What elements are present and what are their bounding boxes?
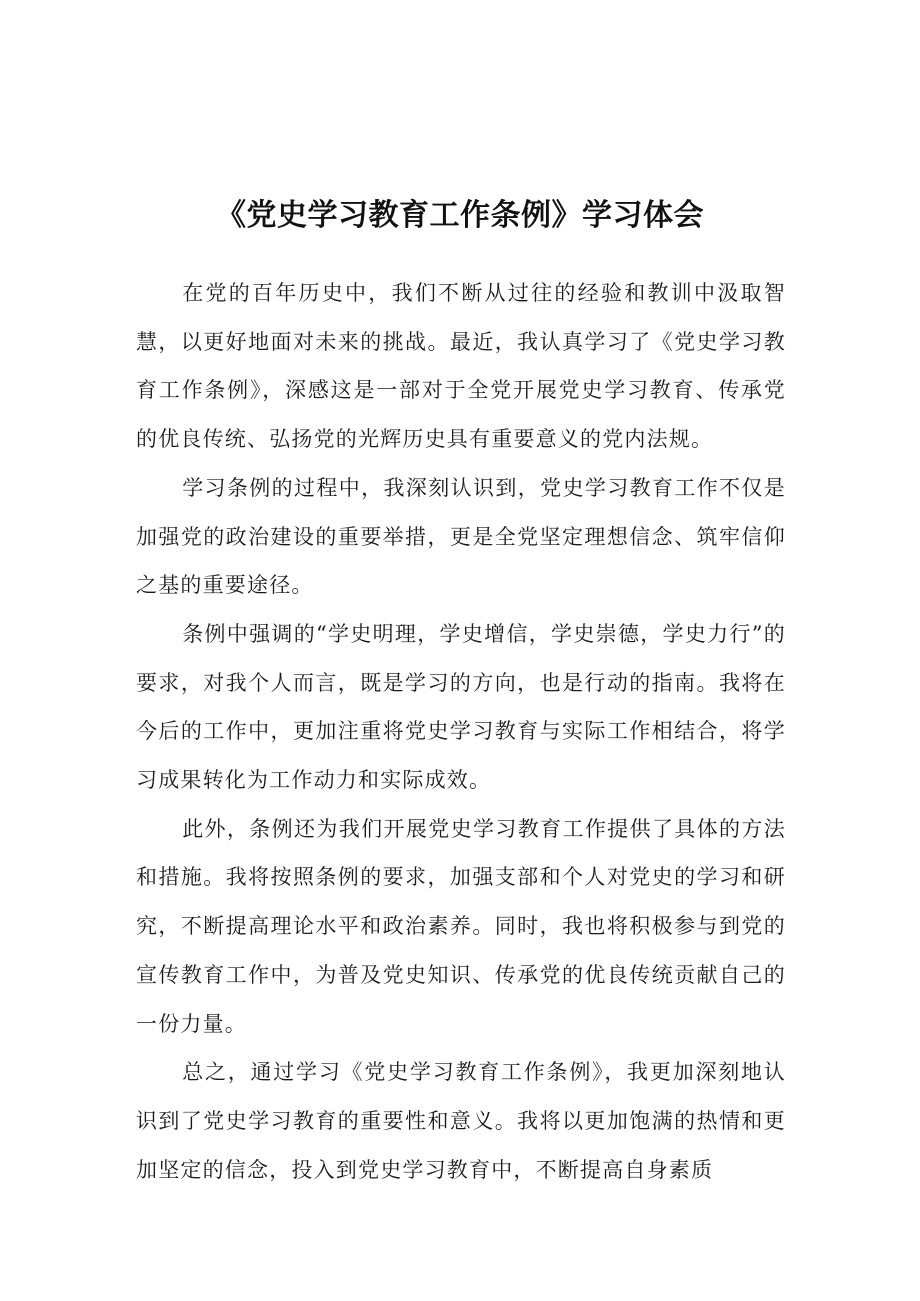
paragraph: 在党的百年历史中，我们不断从过往的经验和教训中汲取智慧，以更好地面对未来的挑战。最近，我认真学习了《党史学习教育工作条例》，深感这是一部对于全党开展党史学习教育、传承党的优良传统、弘扬党的光辉历史具有重要意义的党内法规。 — [136, 281, 786, 452]
document-body — [136, 269, 786, 1194]
paragraph: 条例中强调的“学史明理，学史增信，学史崇德，学史力行”的要求，对我个人而言，既是学习的方向，也是行动的指南。我将在今后的工作中，更加注重将党史学习教育与实际工作相结合，将学习成果转化为工作动力和实际成效。 — [136, 621, 786, 793]
document-title: 《党史学习教育工作条例》学习体会 — [216, 198, 704, 234]
paragraph: 此外，条例还为我们开展党史学习教育工作提供了具体的方法和措施。我将按照条例的要求，加强支部和个人对党史的学习和研究，不断提高理论水平和政治素养。同时，我也将积极参与到党的宣传教育工作中，为普及党史知识、传承党的优良传统贡献自己的一份力量。 — [136, 816, 786, 1036]
paragraph: 学习条例的过程中，我深刻认识到，党史学习教育工作不仅是加强党的政治建设的重要举措，更是全党坚定理想信念、筑牢信仰之基的重要途径。 — [136, 475, 786, 598]
paragraph: 总之，通过学习《党史学习教育工作条例》，我更加深刻地认识到了党史学习教育的重要性和意义。我将以更加饱满的热情和更加坚定的信念，投入到党史学习教育中，不断提高自身素质 — [136, 1060, 786, 1182]
